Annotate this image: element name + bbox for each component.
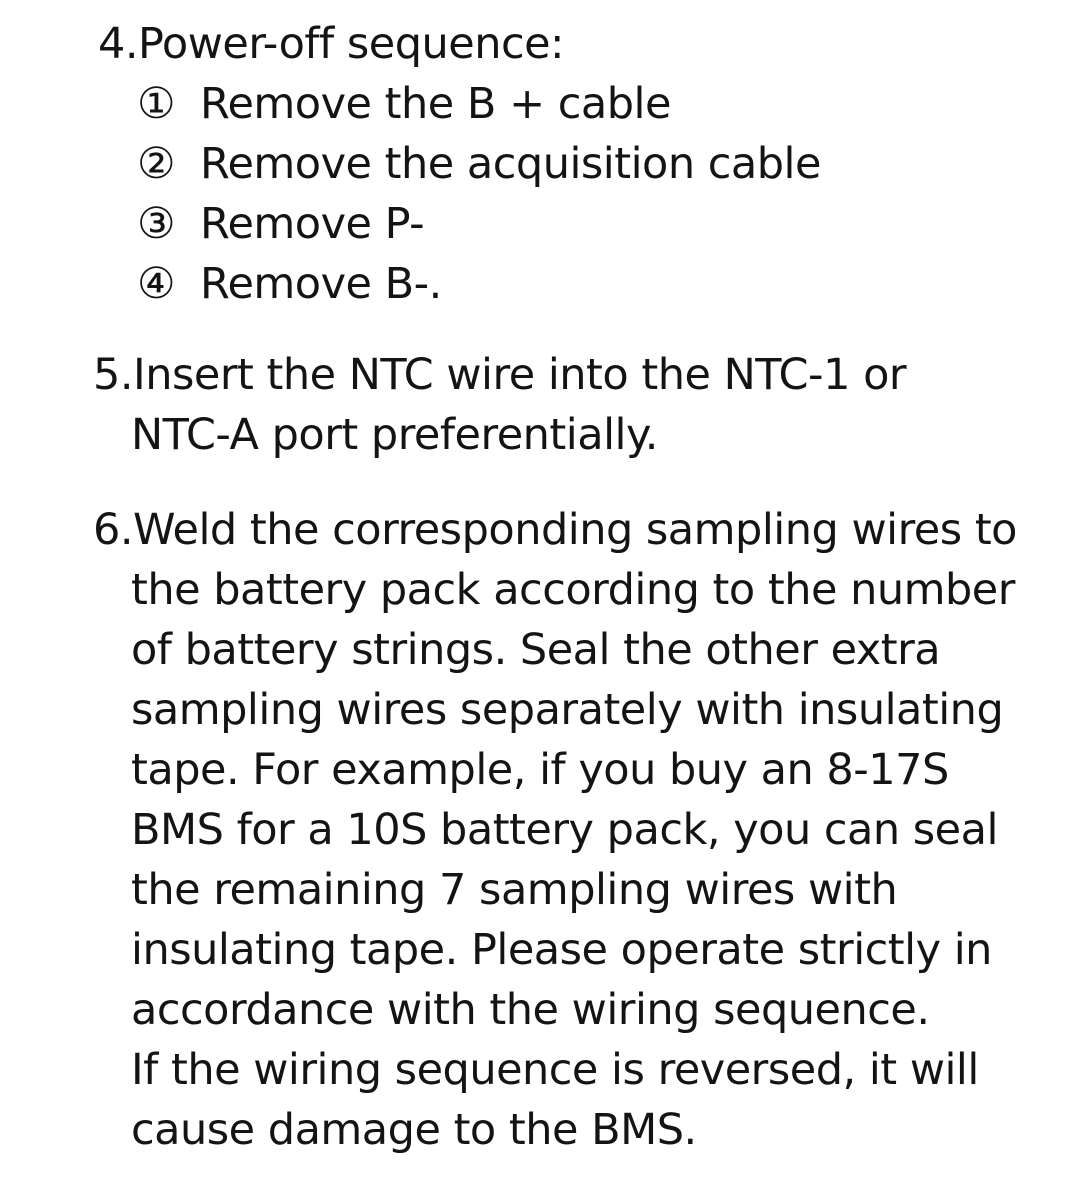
power-off-step-4	[136, 254, 442, 314]
step-number-4: ④	[136, 259, 176, 309]
weld-instruction-line-8: insulating tape. Please operate strictly in	[131, 925, 992, 975]
weld-instruction-line-1: 6.Weld the corresponding sampling wires to	[93, 505, 1017, 555]
ntc-instruction-line-2: NTC-A port preferentially.	[131, 410, 658, 460]
weld-instruction-line-4: sampling wires separately with insulating	[131, 685, 1004, 735]
step-number-3: ③	[136, 199, 176, 249]
weld-instruction-line-9: accordance with the wiring sequence.	[131, 985, 930, 1035]
power-off-step-3	[136, 194, 424, 254]
power-off-step-2	[136, 134, 821, 194]
step-text-4: Remove B-.	[200, 259, 442, 309]
weld-instruction-line-2: the battery pack according to the number	[131, 565, 1015, 615]
step-number-1: ①	[136, 79, 176, 129]
weld-instruction-line-3: of battery strings. Seal the other extra	[131, 625, 941, 675]
power-off-heading: 4.Power-off sequence:	[98, 19, 565, 69]
ntc-instruction-line-1: 5.Insert the NTC wire into the NTC-1 or	[93, 350, 907, 400]
weld-instruction-line-10: If the wiring sequence is reversed, it will	[131, 1045, 979, 1095]
weld-instruction-line-11: cause damage to the BMS.	[131, 1105, 697, 1155]
step-text-1: Remove the B + cable	[200, 79, 671, 129]
weld-instruction-line-5: tape. For example, if you buy an 8-17S	[131, 745, 949, 795]
weld-instruction-line-6: BMS for a 10S battery pack, you can seal	[131, 805, 998, 855]
step-text-2: Remove the acquisition cable	[200, 139, 821, 189]
power-off-step-1	[136, 74, 671, 134]
step-text-3: Remove P-	[200, 199, 425, 249]
step-number-2: ②	[136, 139, 176, 189]
weld-instruction-line-7: the remaining 7 sampling wires with	[131, 865, 898, 915]
